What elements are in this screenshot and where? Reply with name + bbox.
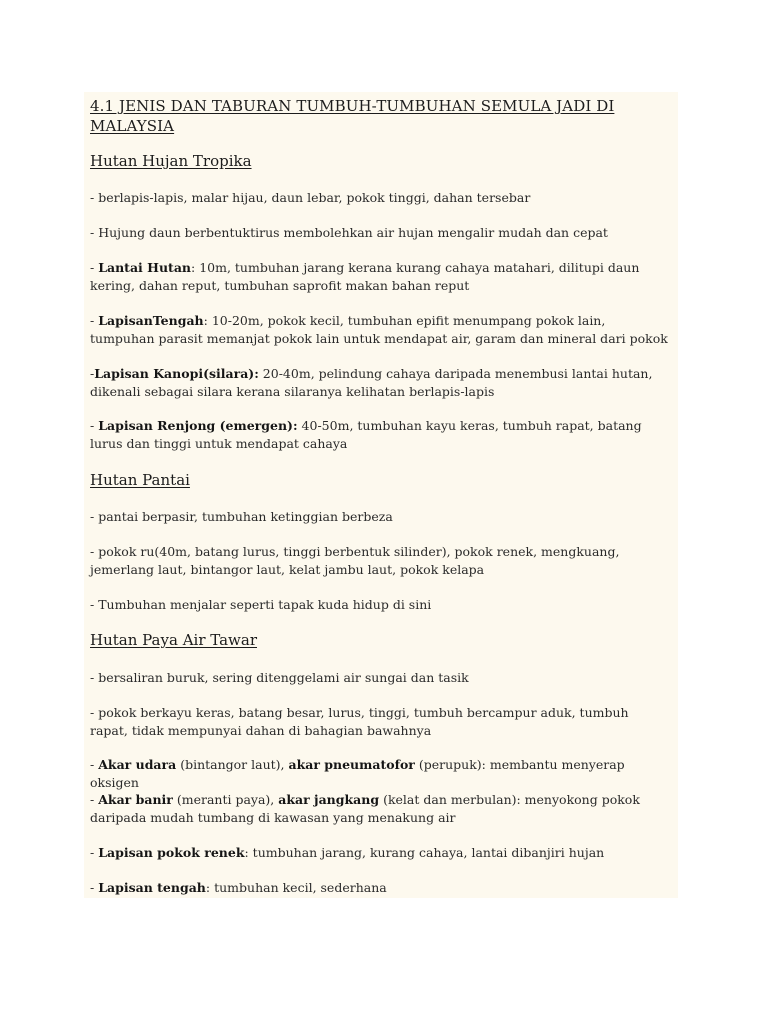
paragraph: - pokok ru(40m, batang lurus, tinggi berbentuk silinder), pokok renek, mengkuang, jemerlang laut, bintangor laut, kelat jambu laut, pokok kelapa — [90, 544, 620, 577]
paragraph: - Lapisan pokok renek: tumbuhan jarang, kurang cahaya, lantai dibanjiri hujan — [90, 845, 605, 860]
bold-term: Lantai Hutan — [98, 260, 192, 275]
paragraph: - Akar banir (meranti paya), akar jangkang (kelat dan merbulan): menyokong pokok daripada mudah tumbang di kawasan yang menakung air — [90, 792, 640, 825]
bold-term: LapisanTengah — [98, 313, 204, 328]
section-heading-hutan-pantai: Hutan Pantai — [90, 471, 190, 489]
paragraph: - Lapisan tengah: tumbuhan kecil, sederhana — [90, 880, 387, 895]
bold-term: Lapisan pokok renek — [98, 845, 245, 860]
paragraph: - Akar udara (bintangor laut), akar pneumatofor (perupuk): membantu menyerap oksigen — [90, 757, 625, 790]
document-page — [84, 92, 678, 898]
bold-term: Akar udara — [98, 757, 177, 772]
paragraph: - pantai berpasir, tumbuhan ketinggian berbeza — [90, 509, 393, 524]
paragraph: - LapisanTengah: 10-20m, pokok kecil, tumbuhan epifit menumpang pokok lain, tumpuhan parasit memanjat pokok lain untuk mendapat air, garam dan mineral dari pokok — [90, 313, 668, 346]
section-heading-hutan-hujan-tropika: Hutan Hujan Tropika — [90, 152, 252, 170]
paragraph: - berlapis-lapis, malar hijau, daun lebar, pokok tinggi, dahan tersebar — [90, 190, 531, 205]
paragraph: - bersaliran buruk, sering ditenggelami air sungai dan tasik — [90, 670, 469, 685]
bold-term: Lapisan tengah — [98, 880, 206, 895]
paragraph: - Lapisan Renjong (emergen): 40-50m, tumbuhan kayu keras, tumbuh rapat, batang lurus dan tinggi untuk mendapat cahaya — [90, 418, 642, 451]
paragraph: - Tumbuhan menjalar seperti tapak kuda hidup di sini — [90, 597, 432, 612]
paragraph: - Lantai Hutan: 10m, tumbuhan jarang kerana kurang cahaya matahari, dilitupi daun kering, dahan reput, tumbuhan saprofit makan bahan reput — [90, 260, 640, 293]
paragraph: - Hujung daun berbentuktirus membolehkan air hujan mengalir mudah dan cepat — [90, 225, 608, 240]
document-title: 4.1 JENIS DAN TABURAN TUMBUH-TUMBUHAN SEMULA JADI DI MALAYSIA — [90, 97, 615, 135]
bold-term: Lapisan Renjong (emergen): — [98, 418, 298, 433]
paragraph: - pokok berkayu keras, batang besar, lurus, tinggi, tumbuh bercampur aduk, tumbuh rapat, tidak mempunyai dahan di bahagian bawahnya — [90, 705, 629, 738]
bold-term: Lapisan Kanopi(silara): — [94, 366, 259, 381]
bold-term: akar jangkang — [278, 792, 380, 807]
bold-term: Akar banir — [98, 792, 173, 807]
bold-term: akar pneumatofor — [288, 757, 415, 772]
section-heading-hutan-paya-air-tawar: Hutan Paya Air Tawar — [90, 631, 257, 649]
paragraph: -Lapisan Kanopi(silara): 20-40m, pelindung cahaya daripada menembusi lantai hutan, dikenali sebagai silara kerana silaranya kelihatan berlapis-lapis — [90, 366, 653, 399]
